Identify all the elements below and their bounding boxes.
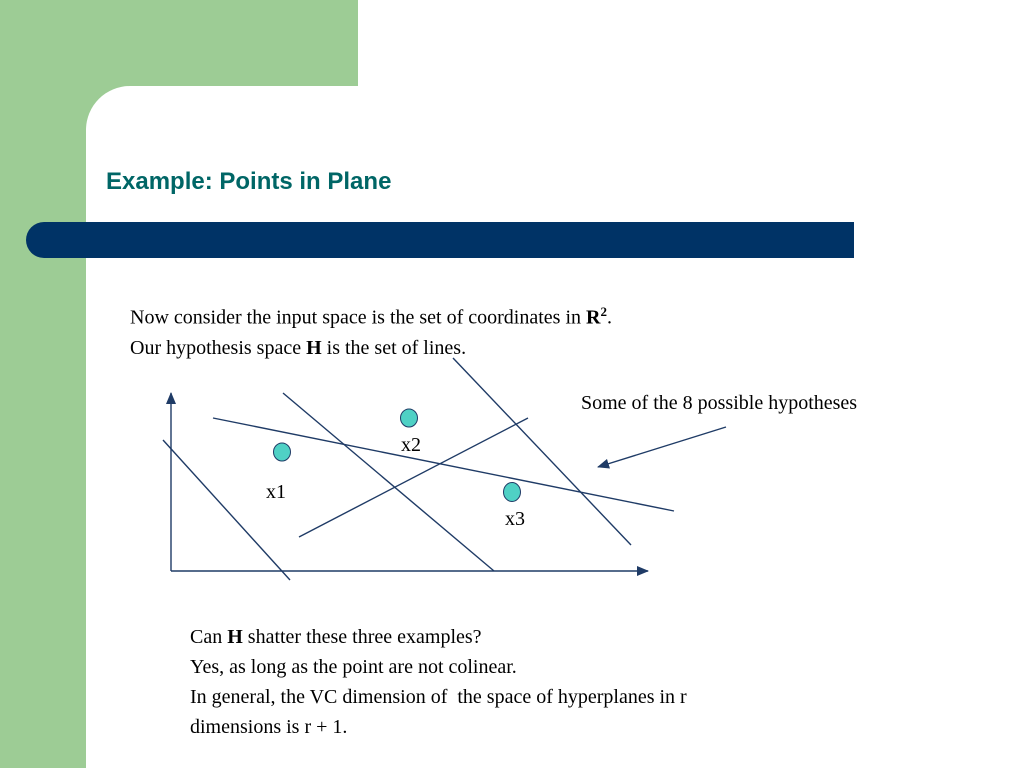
- conclusion-line-1: [190, 622, 687, 652]
- bold-h-symbol-2: H: [227, 626, 243, 648]
- conclusion-line-4: dimensions is r + 1.: [190, 716, 348, 738]
- conclusion-line-3: In general, the VC dimension of the space of hyperplanes in r: [190, 686, 687, 708]
- point-label-x3: x3: [505, 508, 525, 530]
- conclusion-text: [190, 622, 687, 742]
- hypothesis-line-1: [163, 440, 290, 580]
- intro-line-2-text: Our hypothesis space: [130, 336, 307, 359]
- intro-line-1-text: Now consider the input space is the set of coordinates in: [130, 306, 586, 329]
- point-x3: [504, 483, 521, 502]
- bold-h-symbol: H: [306, 336, 322, 359]
- bold-r-symbol: R: [586, 306, 601, 329]
- point-label-x2: x2: [401, 434, 421, 456]
- slide-title: Example: Points in Plane: [106, 168, 392, 195]
- conclusion-line-1-suffix: shatter these three examples?: [242, 626, 482, 648]
- hypothesis-line-2: [283, 393, 494, 571]
- superscript-two: 2: [600, 304, 607, 319]
- point-label-x1: x1: [266, 481, 286, 503]
- callout-arrow: [598, 427, 726, 467]
- conclusion-line-2: Yes, as long as the point are not colinear.: [190, 656, 517, 678]
- intro-line-2-suffix: is the set of lines.: [321, 336, 467, 359]
- point-x1: [274, 443, 291, 461]
- intro-line-1-period: .: [606, 306, 612, 329]
- hypotheses-callout: Some of the 8 possible hypotheses: [581, 392, 858, 414]
- conclusion-line-1-text: Can: [190, 626, 228, 648]
- point-x2: [401, 409, 418, 427]
- hypothesis-line-5: [453, 358, 631, 545]
